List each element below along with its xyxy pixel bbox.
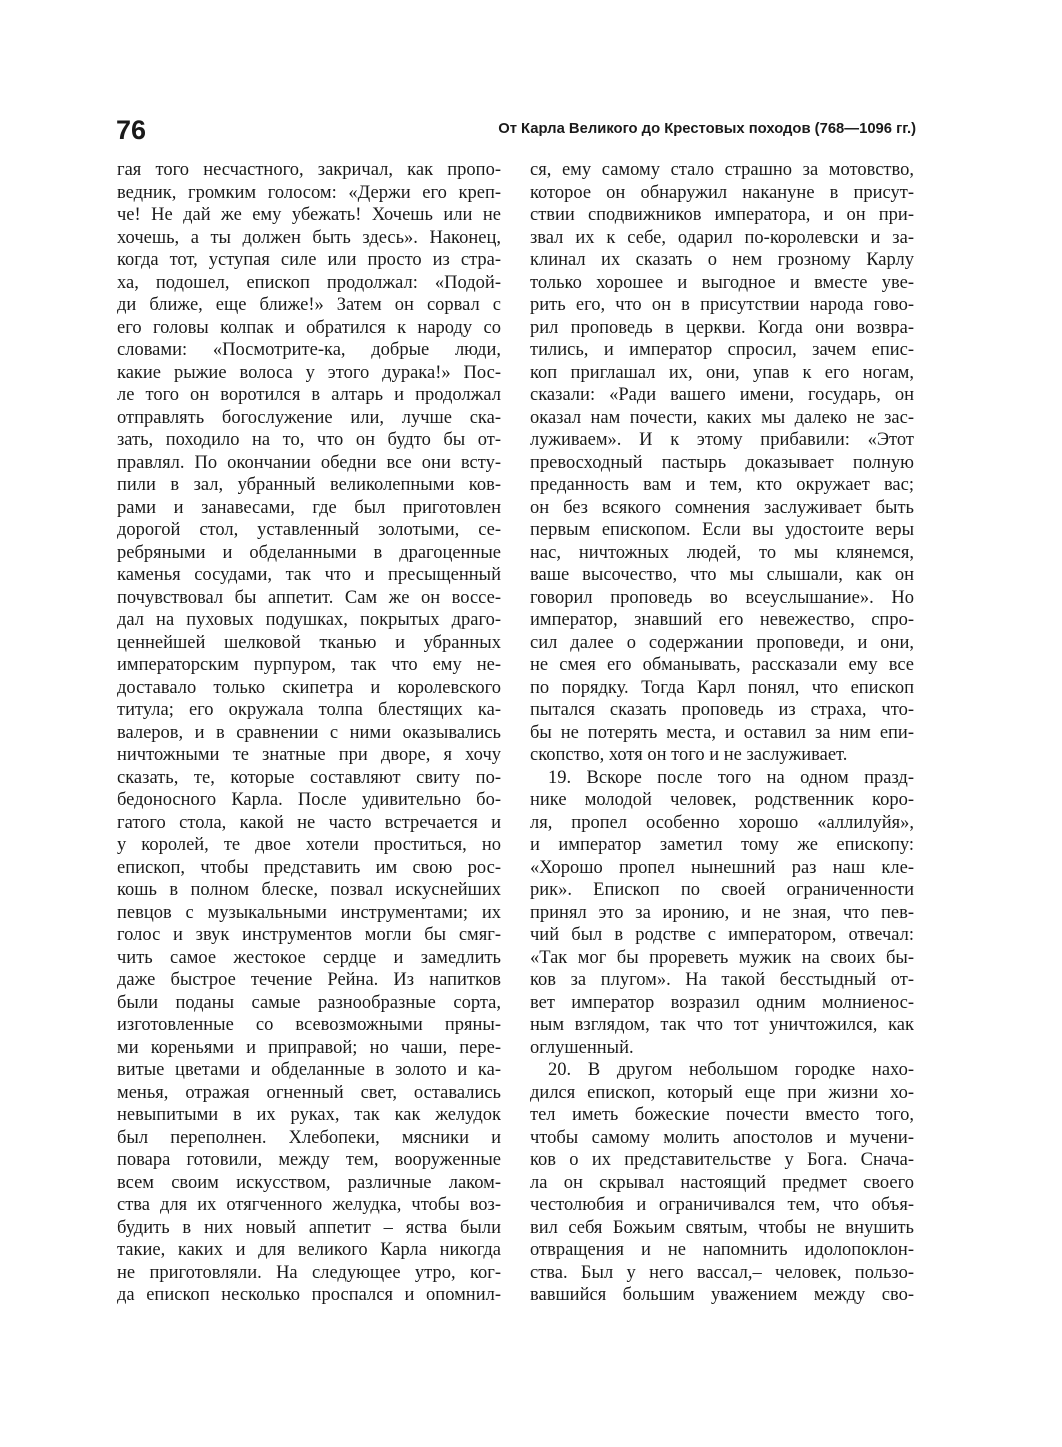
text-line: изготовленные со всевозможными пряны- [117, 1015, 501, 1035]
text-line: всем своим искусством, различные лаком- [117, 1172, 501, 1193]
text-line: дал на пуховых подушках, покрытых драго- [117, 610, 501, 630]
text-line: певцов с музыкальными инструментами; их [117, 902, 501, 923]
text-line: вет император возразил одним молниенос- [530, 992, 914, 1013]
text-line: епископ, чтобы представить им свою рос- [117, 857, 501, 878]
text-line: ла он скрывал настоящий предмет своего [530, 1172, 914, 1193]
text-line: невыпитыми в их руках, так как желудок [117, 1105, 501, 1125]
text-line: рил проповедь в церкви. Когда они возвра- [530, 317, 914, 338]
text-line: 19. Вскоре после того на одном празд- [548, 767, 914, 788]
text-line: ства для их отягченного желудка, чтобы воз- [117, 1195, 501, 1215]
text-line: коп приглашал их, они, упав к его ногам, [530, 362, 914, 383]
text-line: гатого стола, какой не часто встречается и [117, 812, 501, 833]
text-line: и император заметил тому же епископу: [530, 835, 914, 855]
text-line: скопство, хотя он того и не заслуживает. [530, 745, 848, 765]
text-line: ле того он воротился в алтарь и продолжал [117, 385, 501, 405]
text-line: тились, и император спросил, зачем епис- [530, 340, 914, 360]
text-line: гая того несчастного, закричал, как пропо- [117, 160, 501, 180]
text-line: ведник, громким голосом: «Держи его креп- [117, 182, 501, 203]
right-text-column [530, 159, 914, 1307]
text-line: 20. В другом небольшом городке нахо- [548, 1060, 914, 1080]
text-line: чтобы самому молить апостолов и мучени- [530, 1127, 914, 1148]
text-line: словами: «Посмотрите-ка, добрые люди, [117, 340, 501, 360]
text-line: превосходный пастырь доказывает полную [530, 452, 914, 473]
text-line: вавшийся большим уважением между сво- [530, 1285, 914, 1305]
text-line: говорил проповедь во всеуслышание». Но [530, 587, 914, 608]
text-line: отправлять богослужение или, лучше ска- [117, 407, 501, 428]
text-line: он без всякого сомнения заслуживает быть [530, 497, 914, 518]
text-line: его головы колпак и обратился к народу со [117, 317, 501, 338]
text-line: каменья сосудами, так что и пресыщенный [117, 565, 501, 585]
text-line: ценнейшей шелковой тканью и убранных [117, 632, 501, 653]
text-line: ваше высочество, что мы слышали, как он [530, 565, 914, 585]
text-line: че! Не дай же ему убежать! Хочешь или не [117, 205, 501, 225]
text-line: сил далее о содержании проповеди, и они, [530, 632, 914, 653]
text-line: были поданы самые разнообразные сорта, [117, 992, 501, 1013]
text-line: бы не потерять места, и оставил за ним епи- [530, 722, 914, 743]
text-line: тел иметь божеские почести вместо того, [530, 1105, 914, 1125]
text-line: такие, каких и для великого Карла никогда [117, 1240, 501, 1260]
text-line: нас, ничтожных людей, то мы клянемся, [530, 542, 914, 563]
text-line: «Так мог бы прореветь мужик на своих бы- [530, 947, 914, 968]
text-line: ребряными и обделанными в драгоценные [117, 542, 501, 563]
text-line: принял это за иронию, и не зная, что пев- [530, 902, 914, 923]
text-line: витые цветами и обделанные в золото и ка- [117, 1060, 501, 1080]
text-line: менья, отражая огненный свет, оставались [117, 1082, 501, 1103]
text-line: пили в зал, убранный великолепными ков- [117, 475, 501, 495]
text-line: почувствовал бы аппетит. Сам же он воссе- [117, 587, 501, 608]
text-line: ствии сподвижников императора, и он при- [530, 205, 914, 225]
text-line: оказал нам почести, каких мы далеко не зас- [530, 407, 914, 428]
text-line: ди ближе, еще ближе!» Затем он сорвал с [117, 295, 501, 315]
text-line: первым епископом. Если вы удостоите веры [530, 520, 914, 540]
text-line: зать, походило на то, что он будто бы от- [117, 430, 501, 450]
text-line: дился епископ, который еще при жизни хо- [530, 1082, 914, 1103]
text-line: ся, ему самому стало страшно за мотовство, [530, 160, 914, 180]
text-line: оглушенный. [530, 1037, 634, 1058]
text-line: не приготовляли. На следующее утро, ког- [117, 1262, 501, 1283]
text-line: по порядку. Тогда Карл понял, что епископ [530, 677, 914, 698]
text-line: повара готовили, между тем, вооруженные [117, 1150, 501, 1170]
text-line: хочешь, а ты должен быть здесь». Наконец, [117, 227, 501, 248]
text-line: дорогой стол, уставленный золотыми, се- [117, 520, 501, 540]
text-line: бедоносного Карла. После удивительно бо- [117, 790, 501, 810]
text-line: не смея его обманывать, рассказали ему все [530, 655, 914, 675]
text-line: клинал их сказать о нем грозному Карлу [530, 250, 914, 270]
text-line: нике молодой человек, родственник коро- [530, 790, 914, 810]
text-line: был переполнен. Хлебопеки, мясники и [117, 1127, 501, 1148]
text-line: которое он обнаружил накануне в присут- [530, 182, 914, 203]
text-line: ства. Был у него вассал,– человек, пользо- [530, 1262, 914, 1283]
text-line: сказать, те, которые составляют свиту по- [117, 767, 501, 788]
text-line: ков за плугом». На такой бесстыдный от- [530, 970, 914, 990]
text-line: только хорошее и выгодное и вместе уве- [530, 272, 914, 293]
text-line: рами и занавесами, где был приготовлен [117, 497, 501, 518]
text-line: вил себя Божьим святым, чтобы не внушить [530, 1217, 914, 1238]
text-line: чить самое жестокое сердце и замедлить [117, 947, 501, 968]
text-line: императорским пурпуром, так что ему не- [117, 655, 501, 675]
text-line: валеров, и в сравнении с ними оказывались [117, 722, 501, 743]
text-line: «Хорошо пропел нынешний раз наш кле- [530, 857, 914, 878]
text-line: у королей, те двое хотели проститься, но [117, 835, 501, 855]
text-line: ми кореньями и приправой; но чаши, пере- [117, 1037, 501, 1058]
running-header-title: От Карла Великого до Крестовых походов (768—1096 гг.) [498, 121, 916, 137]
text-line: правлял. По окончании обедни все они всту- [117, 452, 501, 473]
text-line: сказали: «Ради вашего имени, государь, он [530, 385, 914, 405]
text-line: отвращения и не напомнить идолопоклон- [530, 1240, 914, 1260]
text-line: звал их к себе, одарил по-королевски и за- [530, 227, 914, 248]
text-line: ля, пропел особенно хорошо «аллилуйя», [530, 812, 914, 833]
text-line: честолюбия и ограничивался тем, что объя- [530, 1195, 914, 1215]
text-line: да епископ несколько проспался и опомнил- [117, 1285, 501, 1305]
text-line: чий был в родстве с императором, отвечал: [530, 925, 914, 945]
page-number: 76 [116, 115, 147, 145]
text-line: когда тот, уступая силе или просто из стра- [117, 250, 501, 270]
text-line: ха, подошел, епископ продолжал: «Подой- [117, 272, 501, 293]
text-line: будить в них новый аппетит – яства были [117, 1217, 501, 1238]
text-line: титула; его окружала толпа блестящих ка- [117, 700, 501, 720]
left-text-column [117, 159, 501, 1307]
text-line: ным взглядом, так что тот уничтожился, как [530, 1015, 914, 1035]
text-line: ничтожными те знатные при дворе, я хочу [117, 745, 501, 765]
text-line: пытался сказать проповедь из страха, что- [530, 700, 914, 720]
text-line: император, знавший его невежество, спро- [530, 610, 914, 630]
text-line: рик». Епископ по своей ограниченности [530, 880, 914, 900]
text-line: луживаем». И к этому прибавили: «Этот [530, 430, 914, 450]
text-line: даже быстрое течение Рейна. Из напитков [117, 970, 501, 990]
text-line: преданность вам и тем, кто окружает вас; [530, 475, 914, 495]
text-line: доставало только скипетра и королевского [117, 677, 501, 698]
text-line: голос и звук инструментов могли бы смяг- [117, 925, 501, 945]
text-line: рить его, что он в присутствии народа гово- [530, 295, 914, 315]
text-line: кошь в полном блеске, позвал искуснейших [117, 880, 501, 900]
text-line: какие рыжие волоса у этого дурака!» Пос- [117, 362, 501, 383]
text-line: ков о их представительстве у Бога. Снача- [530, 1150, 914, 1170]
